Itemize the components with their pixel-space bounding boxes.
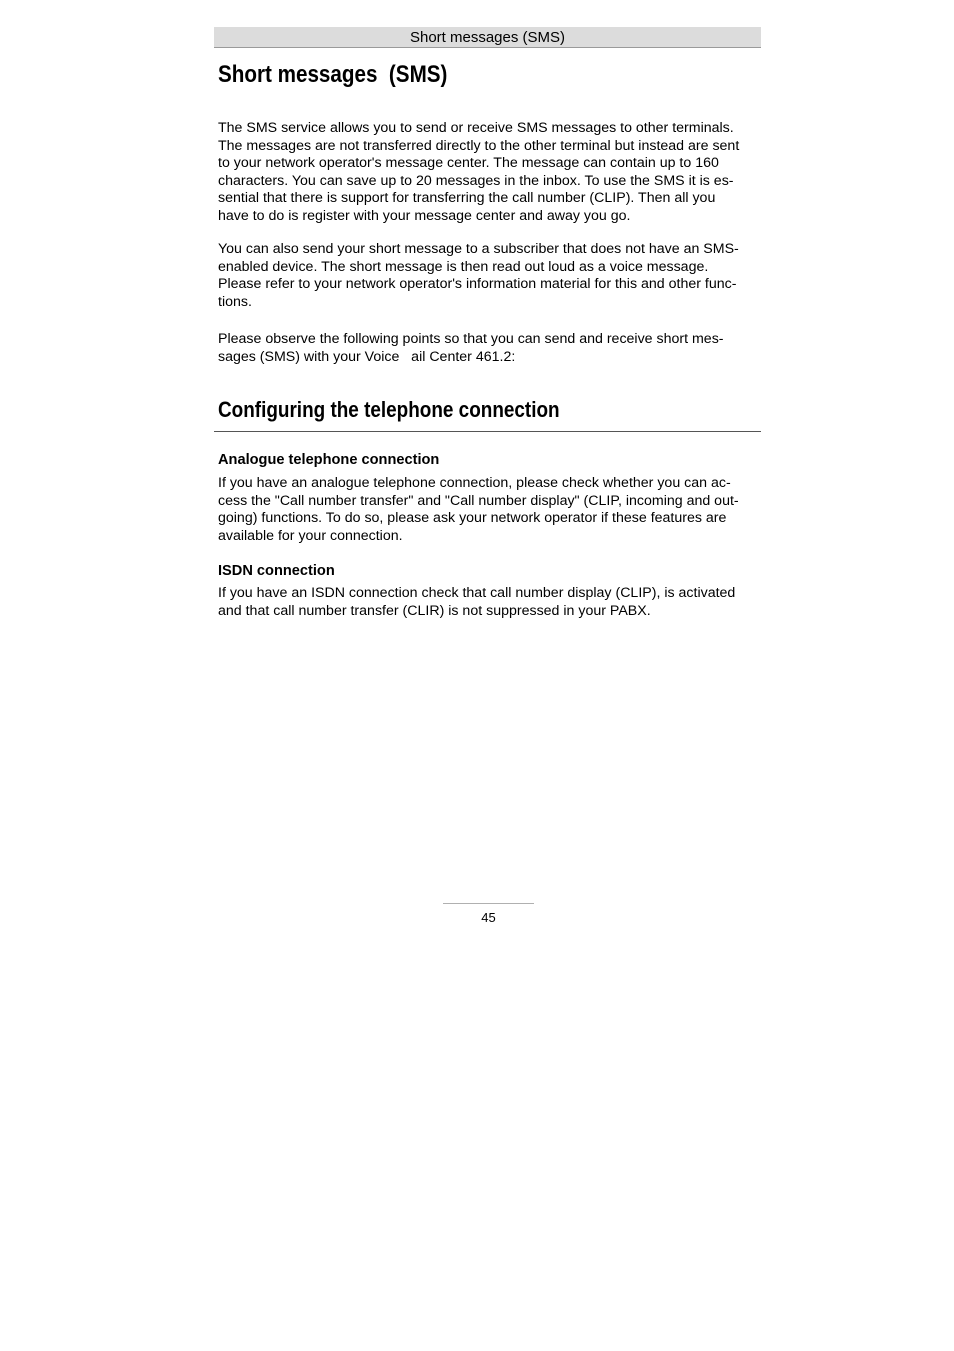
page-number: 45	[481, 910, 496, 925]
text-line: and that call number transfer (CLIR) is not suppressed in your PABX.	[218, 602, 651, 619]
analogue-paragraph	[218, 475, 758, 545]
intro-paragraph-2	[218, 241, 758, 311]
text-line: tions.	[218, 293, 252, 310]
text-line: to your network operator's message center. The message can contain up to 160	[218, 155, 719, 172]
text-line: The messages are not transferred directly to the other terminal but instead are sent	[218, 137, 740, 154]
running-header: Short messages (SMS)	[214, 27, 761, 48]
page-title: Short messages (SMS)	[218, 61, 448, 88]
text-line: characters. You can save up to 20 messages in the inbox. To use the SMS it is es-	[218, 172, 734, 189]
text-line: sential that there is support for transferring the call number (CLIP). Then all you	[218, 190, 716, 207]
text-line: Please observe the following points so that you can send and receive short mes-	[218, 331, 724, 347]
intro-paragraph-3	[218, 331, 758, 366]
text-line: Please refer to your network operator's information material for this and other func-	[218, 276, 737, 293]
text-line: have to do is register with your message center and away you go.	[218, 207, 631, 224]
isdn-paragraph	[218, 585, 758, 620]
intro-paragraph-1	[218, 120, 758, 226]
text-line: enabled device. The short message is then read out loud as a voice message.	[218, 258, 709, 275]
text-line: sages (SMS) with your Voice ail Center 461.2:	[218, 348, 516, 365]
analogue-heading: Analogue telephone connection	[218, 452, 440, 468]
text-line: You can also send your short message to a subscriber that does not have an SMS-	[218, 241, 739, 257]
text-line: going) functions. To do so, please ask your network operator if these features are	[218, 510, 727, 527]
text-line: If you have an analogue telephone connection, please check whether you can ac-	[218, 475, 731, 491]
isdn-heading: ISDN connection	[218, 563, 335, 579]
text-line: The SMS service allows you to send or receive SMS messages to other terminals.	[218, 120, 734, 136]
text-line: cess the "Call number transfer" and "Call number display" (CLIP, incoming and out-	[218, 492, 739, 509]
text-line: If you have an ISDN connection check that call number display (CLIP), is activated	[218, 585, 736, 601]
footer-divider	[443, 903, 534, 904]
section-title: Configuring the telephone connection	[218, 397, 560, 422]
text-line: available for your connection.	[218, 527, 403, 544]
section-divider	[214, 431, 761, 432]
